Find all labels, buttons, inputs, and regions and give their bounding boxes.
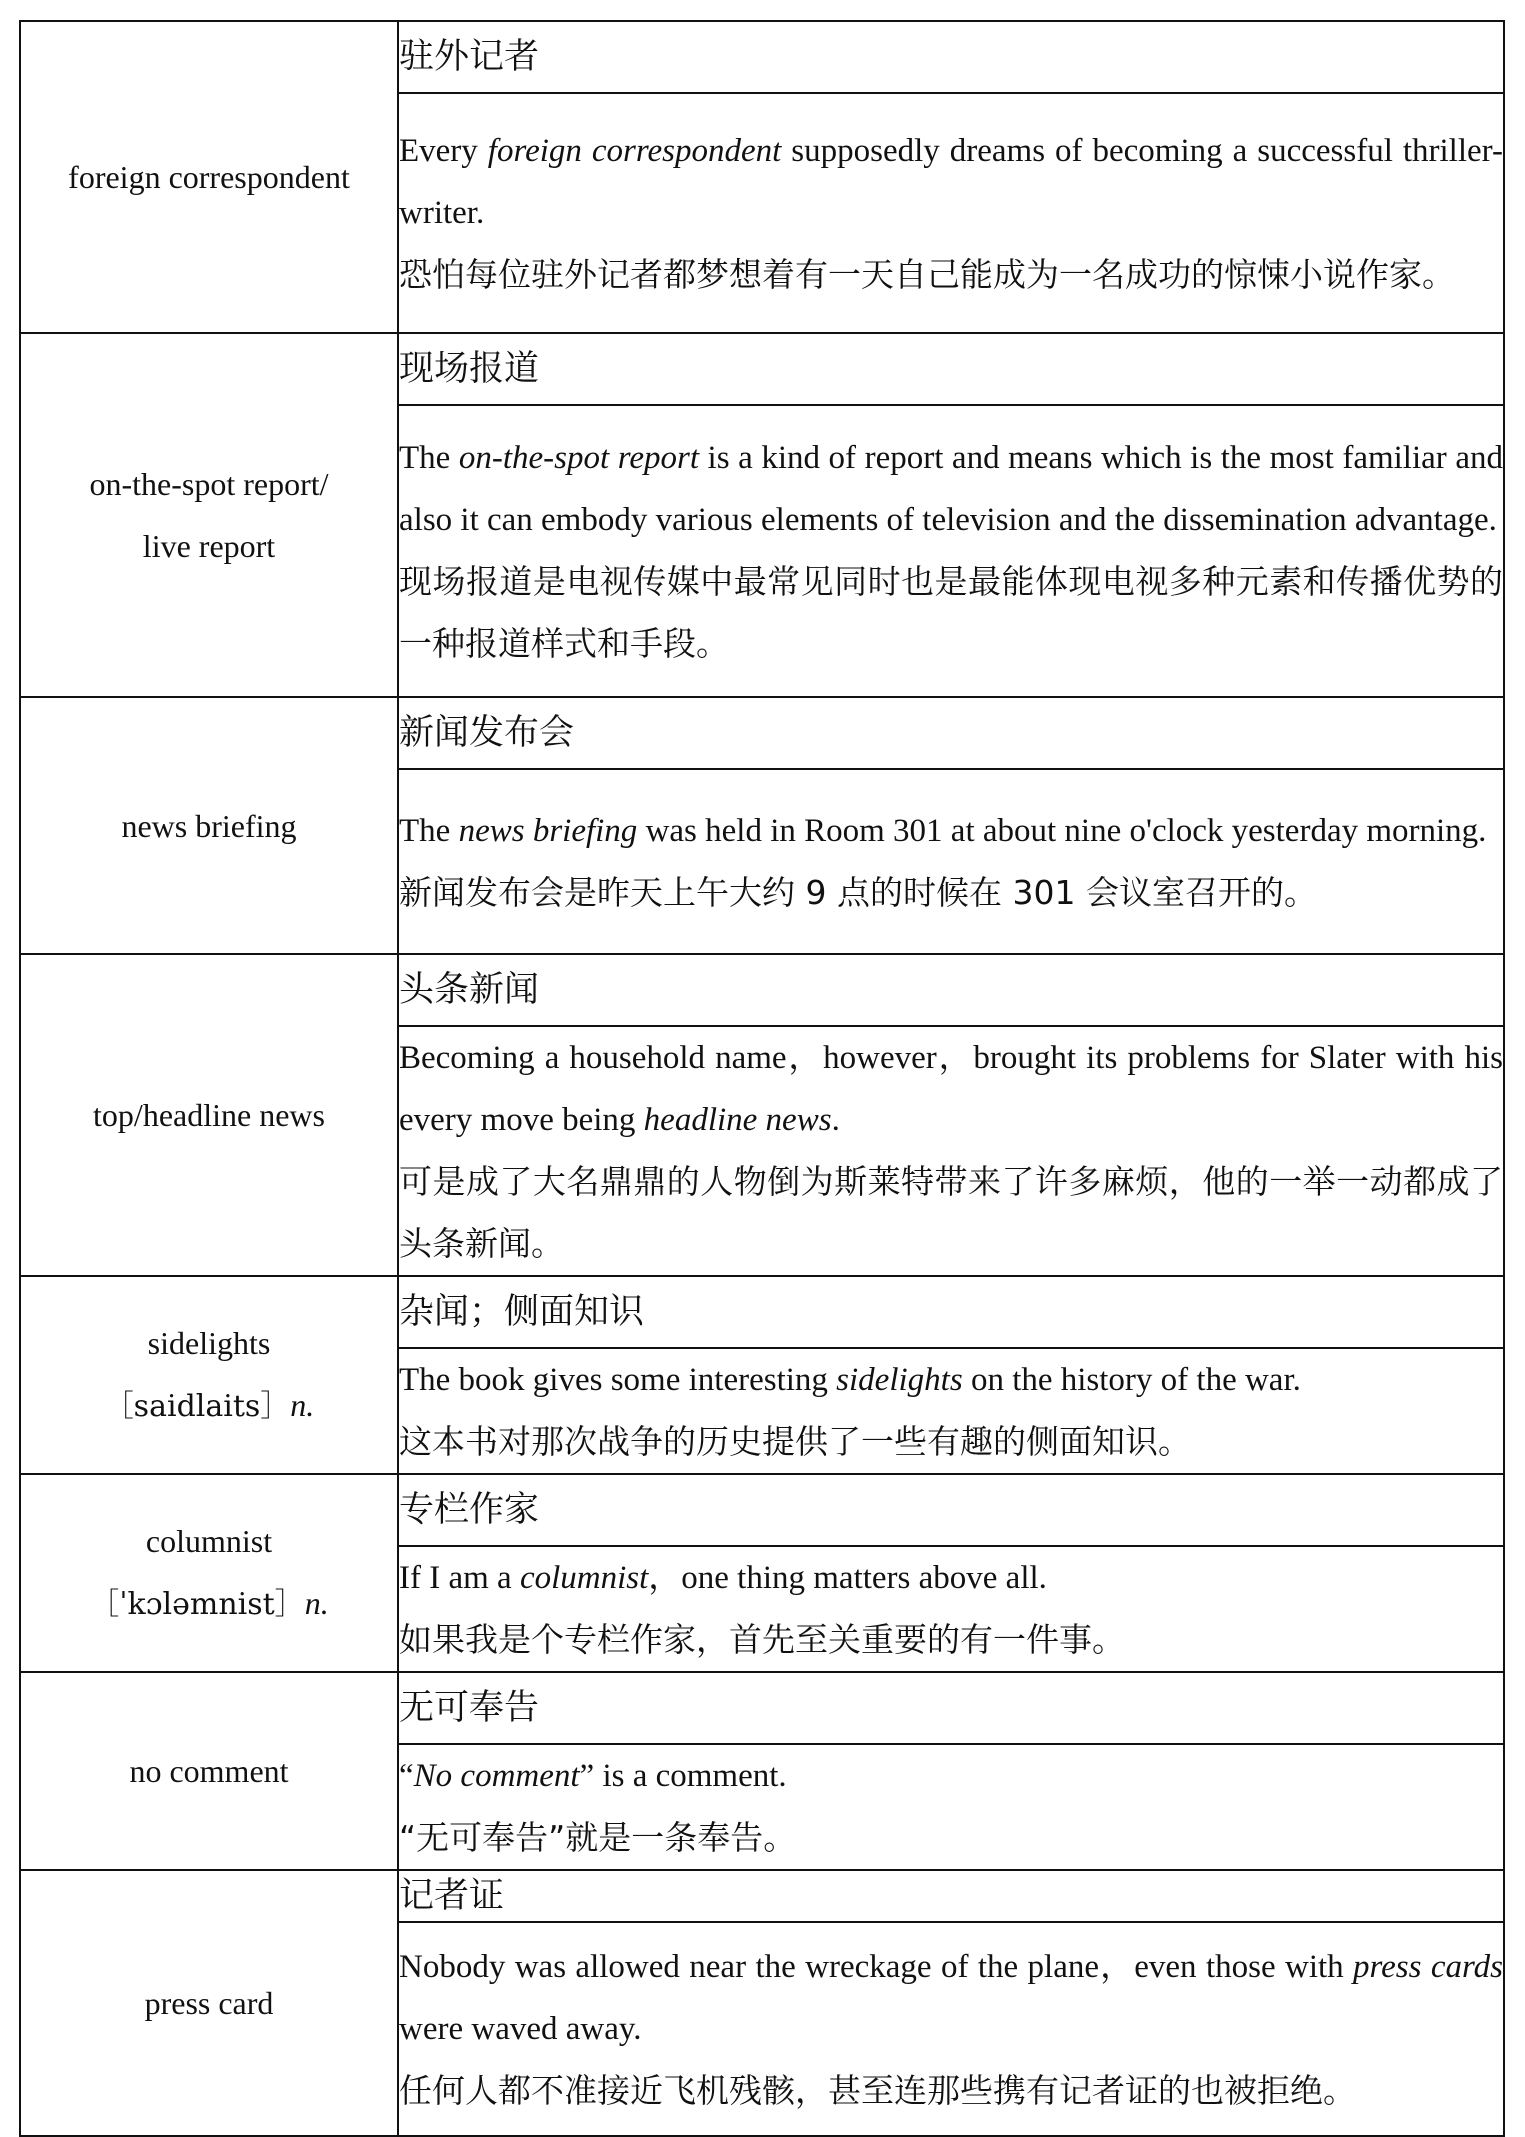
entry-row [20, 1870, 1504, 1922]
term-line: news briefing [121, 807, 297, 844]
sentence-fragment: The [399, 440, 459, 476]
chinese-translation: 无可奉告 [398, 1672, 1504, 1744]
example-cell [398, 1744, 1504, 1870]
sentence-fragment: Nobody was allowed near the wreckage of the plane，even those with [399, 1949, 1354, 1985]
term-line: ［ˈkɔləmnist］n. [89, 1585, 329, 1622]
example-cell [398, 1348, 1504, 1474]
entry-row [20, 21, 1504, 93]
example-sentence-en [399, 1349, 1503, 1411]
example-sentence-cn: “无可奉告”就是一条奉告。 [399, 1818, 797, 1857]
chinese-translation: 记者证 [398, 1870, 1504, 1922]
example-sentence-en [399, 120, 1503, 244]
example-sentence-cn: 这本书对那次战争的历史提供了一些有趣的侧面知识。 [399, 1422, 1191, 1461]
term-cell [20, 1672, 398, 1870]
sentence-fragment: Becoming a household name，however，brought its problems for Slater with his every move being [399, 1040, 1503, 1138]
highlighted-term: foreign correspondent [487, 133, 782, 169]
highlighted-term: No comment [413, 1758, 580, 1794]
chinese-translation: 新闻发布会 [398, 697, 1504, 769]
sentence-fragment: . [831, 1102, 840, 1138]
highlighted-term: headline news [643, 1102, 832, 1138]
entry-row [20, 1276, 1504, 1348]
highlighted-term: on-the-spot report [458, 440, 699, 476]
term-cell [20, 1276, 398, 1474]
example-cell [398, 93, 1504, 333]
example-sentence-en [399, 1745, 1503, 1807]
term-cell [20, 1870, 398, 2136]
sentence-fragment: is a kind of report and means which is the most familiar and also it can embody various elements of television and the dissemination advantage. [399, 440, 1503, 538]
sentence-fragment: “ [399, 1758, 414, 1794]
highlighted-term: columnist [519, 1560, 649, 1596]
term-cell [20, 333, 398, 697]
example-cell [398, 1026, 1504, 1276]
term-cell [20, 954, 398, 1276]
chinese-translation: 驻外记者 [398, 21, 1504, 93]
sentence-fragment: If I am a [399, 1560, 520, 1596]
example-sentence-en [399, 427, 1503, 551]
example-sentence-en [399, 1547, 1503, 1609]
entry-row [20, 1474, 1504, 1546]
table-body [20, 21, 1504, 2136]
example-sentence-cn: 任何人都不准接近飞机残骸，甚至连那些携有记者证的也被拒绝。 [399, 2071, 1356, 2110]
term-line: sidelights [147, 1325, 271, 1361]
entry-row [20, 333, 1504, 405]
term-line: ［saidlaits］n. [103, 1387, 315, 1424]
example-cell [398, 1922, 1504, 2136]
example-cell [398, 769, 1504, 954]
example-sentence-cn: 如果我是个专栏作家，首先至关重要的有一件事。 [399, 1620, 1125, 1659]
example-sentence-en [399, 800, 1503, 862]
sentence-fragment: were waved away. [399, 2011, 642, 2047]
chinese-translation: 专栏作家 [398, 1474, 1504, 1546]
example-sentence-cn: 新闻发布会是昨天上午大约 9 点的时候在 301 会议室召开的。 [399, 872, 1317, 912]
sentence-fragment: The book gives some interesting [399, 1362, 837, 1398]
sentence-fragment: ，one thing matters above all. [648, 1560, 1047, 1596]
sentence-fragment: Every [399, 133, 488, 169]
sentence-fragment: was held in Room 301 at about nine o'clock yesterday morning. [637, 812, 1487, 849]
term-cell [20, 697, 398, 954]
chinese-translation: 头条新闻 [398, 954, 1504, 1026]
sentence-fragment: on the history of the war. [962, 1362, 1301, 1398]
highlighted-term: sidelights [836, 1362, 963, 1398]
entry-row [20, 1672, 1504, 1744]
highlighted-term: press cards [1353, 1949, 1503, 1985]
example-sentence-en [399, 1936, 1503, 2060]
term-line: no comment [129, 1753, 289, 1789]
vocabulary-table [19, 20, 1505, 2137]
entry-row [20, 697, 1504, 769]
term-line: foreign correspondent [68, 159, 350, 195]
term-line: live report [142, 528, 276, 564]
example-cell [398, 1546, 1504, 1672]
entry-row [20, 954, 1504, 1026]
highlighted-term: news briefing [458, 812, 638, 849]
term-cell [20, 1474, 398, 1672]
example-cell [398, 405, 1504, 697]
chinese-translation: 杂闻；侧面知识 [398, 1276, 1504, 1348]
example-sentence-cn: 恐怕每位驻外记者都梦想着有一天自己能成为一名成功的惊悚小说作家。 [399, 255, 1455, 294]
sentence-fragment: ” is a comment. [579, 1758, 787, 1794]
sentence-fragment: supposedly dreams of becoming a successful thriller-writer. [399, 133, 1503, 231]
example-sentence-cn: 现场报道是电视传媒中最常见同时也是最能体现电视多种元素和传播优势的一种报道样式和手段。 [399, 562, 1503, 663]
term-line: on-the-spot report/ [89, 466, 329, 502]
example-sentence-cn: 可是成了大名鼎鼎的人物倒为斯莱特带来了许多麻烦，他的一举一动都成了头条新闻。 [399, 1162, 1503, 1263]
example-sentence-en [399, 1027, 1503, 1151]
term-line: top/headline news [93, 1097, 325, 1133]
term-line: press card [144, 1985, 274, 2021]
term-cell [20, 21, 398, 333]
chinese-translation: 现场报道 [398, 333, 1504, 405]
term-line: columnist [145, 1523, 273, 1559]
sentence-fragment: The [399, 812, 459, 849]
